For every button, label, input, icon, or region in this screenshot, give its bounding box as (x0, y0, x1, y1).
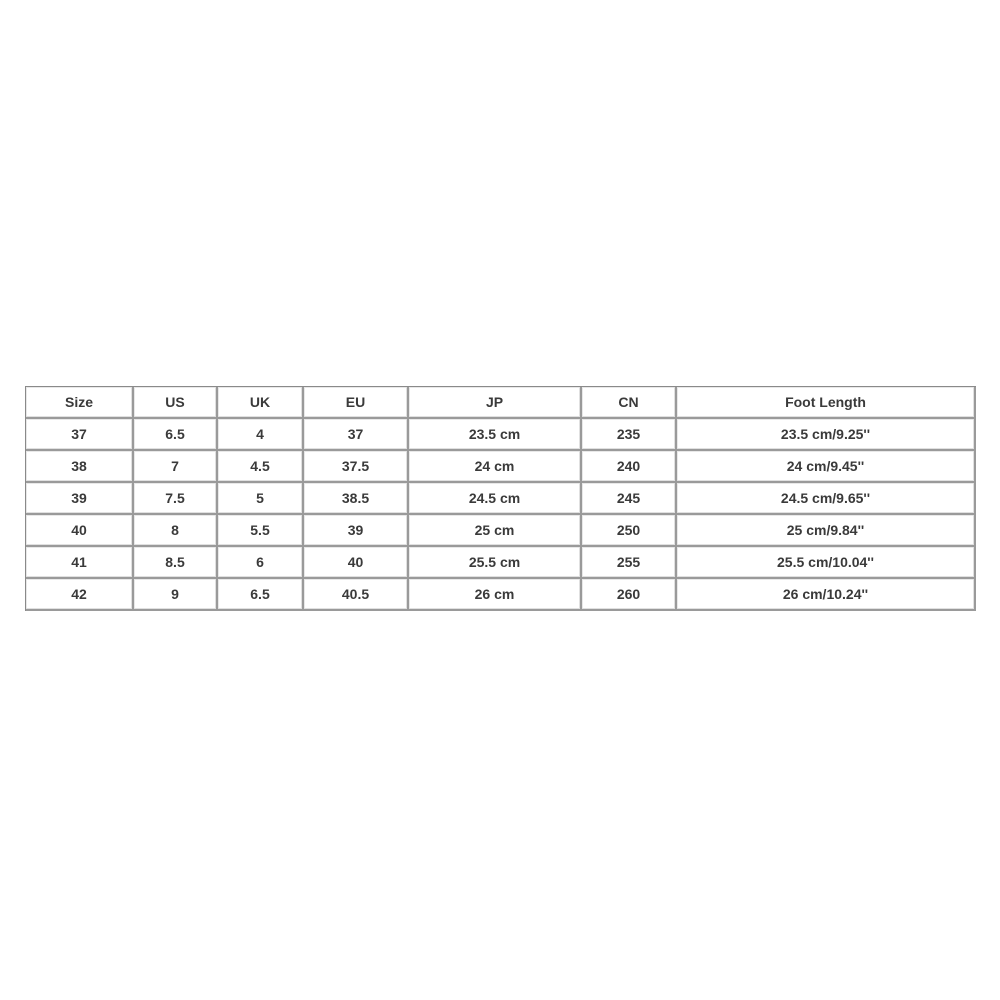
table-row (26, 483, 976, 515)
cell-foot-length: 23.5 cm/9.25'' (677, 419, 976, 451)
size-chart-table (25, 386, 976, 611)
cell-cn: 250 (582, 515, 677, 547)
cell-eu: 37.5 (304, 451, 409, 483)
cell-uk: 5.5 (218, 515, 304, 547)
table-row (26, 547, 976, 579)
cell-jp: 23.5 cm (409, 419, 582, 451)
cell-us: 7 (134, 451, 218, 483)
table-row (26, 451, 976, 483)
cell-cn: 255 (582, 547, 677, 579)
cell-size: 37 (26, 419, 134, 451)
table-row (26, 579, 976, 611)
cell-uk: 4 (218, 419, 304, 451)
cell-jp: 24.5 cm (409, 483, 582, 515)
column-header-cn: CN (582, 387, 677, 419)
cell-foot-length: 25.5 cm/10.04'' (677, 547, 976, 579)
cell-jp: 26 cm (409, 579, 582, 611)
cell-uk: 5 (218, 483, 304, 515)
cell-size: 39 (26, 483, 134, 515)
column-header-eu: EU (304, 387, 409, 419)
cell-foot-length: 24.5 cm/9.65'' (677, 483, 976, 515)
cell-us: 7.5 (134, 483, 218, 515)
column-header-jp: JP (409, 387, 582, 419)
cell-foot-length: 25 cm/9.84'' (677, 515, 976, 547)
cell-eu: 39 (304, 515, 409, 547)
cell-uk: 6.5 (218, 579, 304, 611)
cell-jp: 24 cm (409, 451, 582, 483)
cell-cn: 260 (582, 579, 677, 611)
column-header-uk: UK (218, 387, 304, 419)
cell-cn: 235 (582, 419, 677, 451)
cell-size: 40 (26, 515, 134, 547)
cell-foot-length: 24 cm/9.45'' (677, 451, 976, 483)
cell-eu: 38.5 (304, 483, 409, 515)
cell-uk: 4.5 (218, 451, 304, 483)
column-header-us: US (134, 387, 218, 419)
cell-size: 42 (26, 579, 134, 611)
cell-cn: 240 (582, 451, 677, 483)
cell-us: 8.5 (134, 547, 218, 579)
table-row (26, 515, 976, 547)
cell-uk: 6 (218, 547, 304, 579)
cell-eu: 40.5 (304, 579, 409, 611)
cell-eu: 37 (304, 419, 409, 451)
cell-jp: 25 cm (409, 515, 582, 547)
cell-size: 41 (26, 547, 134, 579)
cell-cn: 245 (582, 483, 677, 515)
column-header-size: Size (26, 387, 134, 419)
table-header-row (26, 387, 976, 419)
cell-eu: 40 (304, 547, 409, 579)
table-row (26, 419, 976, 451)
cell-size: 38 (26, 451, 134, 483)
cell-us: 9 (134, 579, 218, 611)
cell-jp: 25.5 cm (409, 547, 582, 579)
cell-foot-length: 26 cm/10.24'' (677, 579, 976, 611)
column-header-foot-length: Foot Length (677, 387, 976, 419)
cell-us: 8 (134, 515, 218, 547)
cell-us: 6.5 (134, 419, 218, 451)
